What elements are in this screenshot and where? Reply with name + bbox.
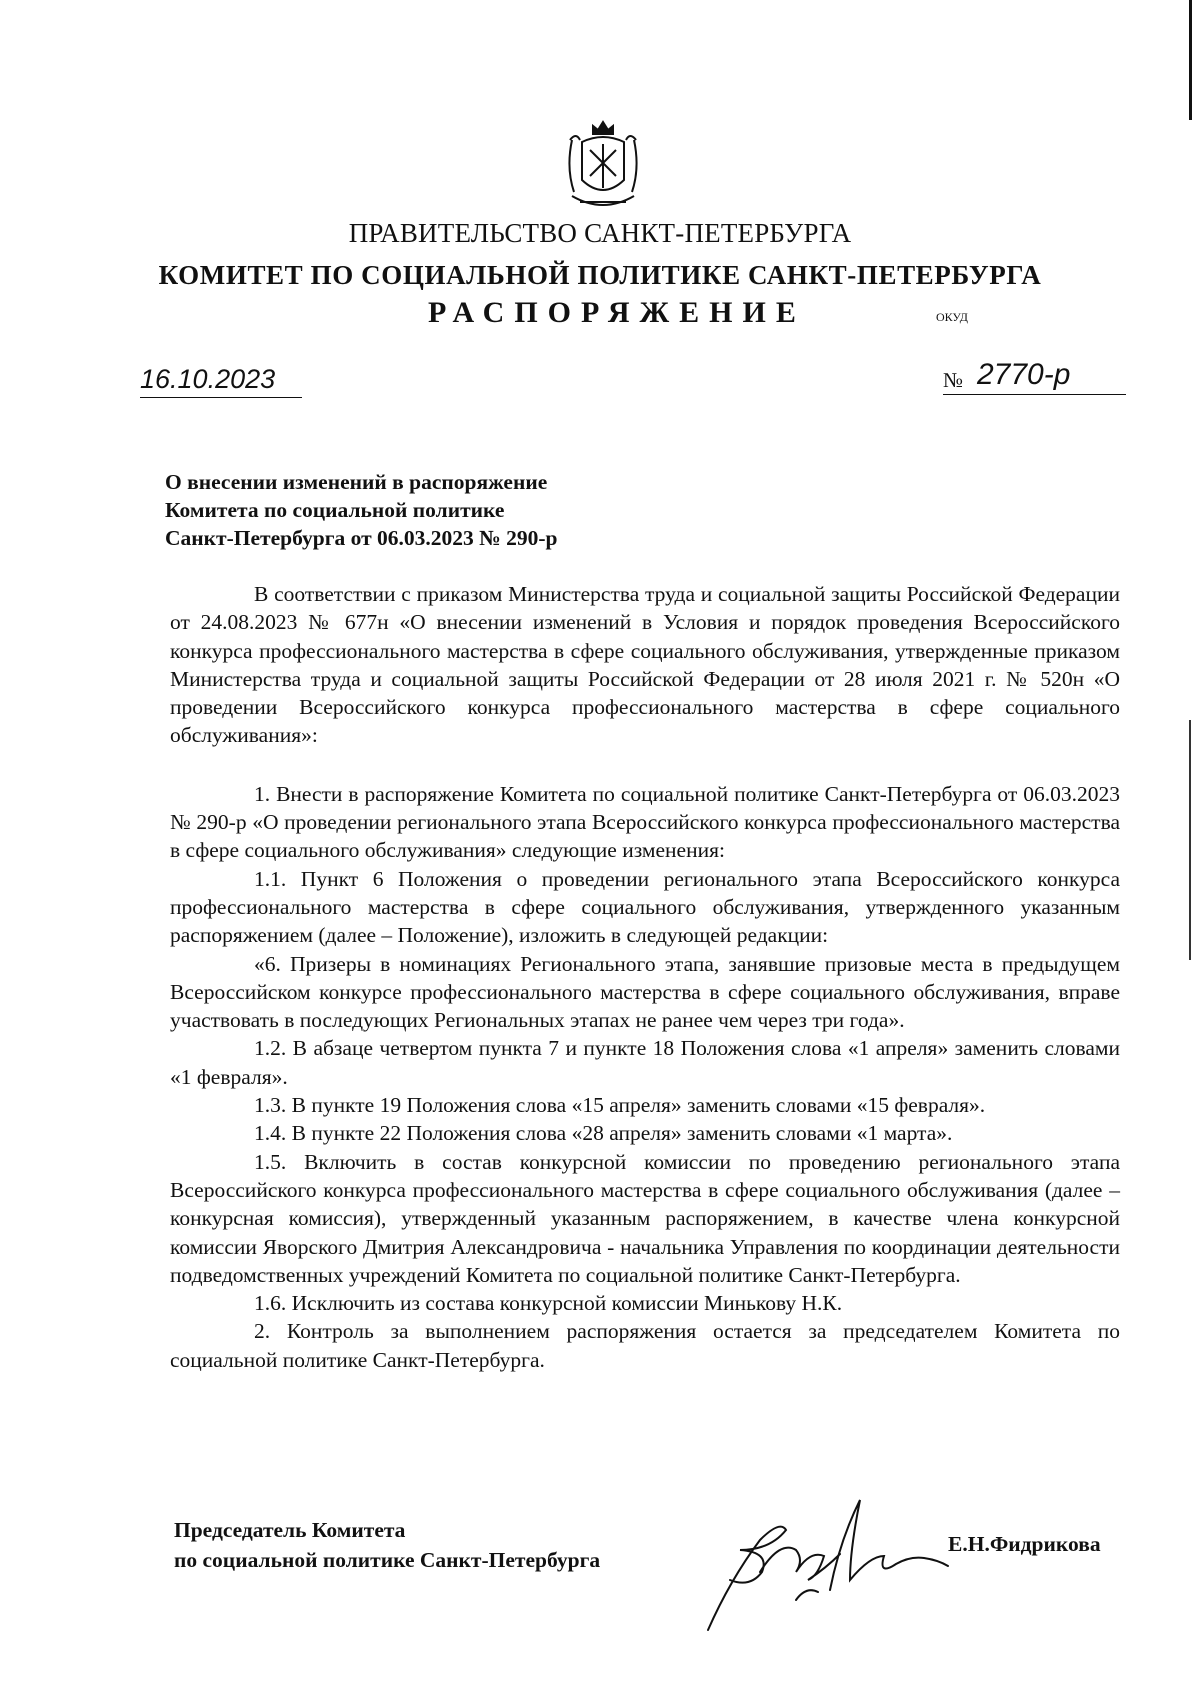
preamble-paragraph: В соответствии с приказом Министерства труда и социальной защиты Российской Федерации от 24.08.2023 № 677н «О внесении изменений в Условия и порядок проведения Всероссийского конкурса профессионального мастерства в сфере социального обслуживания, утвержденные приказом Министерства труда и социальной защиты Российской Федерации от 28 июля 2021 г. № 520н «О проведении Всероссийского конкурса профессионального мастерства в сфере социального обслуживания»: [170,582,1120,748]
okud-label: ОКУД [936,310,968,324]
subject-line: Санкт-Петербурга от 06.03.2023 № 290-р [165,526,558,550]
document-subject [165,468,558,552]
clause-2: 2. Контроль за выполнением распоряжения остается за председателем Комитета по социальной политике Санкт-Петербурга. [170,1319,1120,1372]
scan-edge-mark [1189,0,1192,120]
clause-1-6: 1.6. Исключить из состава конкурсной комиссии Минькову Н.К. [254,1291,843,1316]
clause-1-2: 1.2. В абзаце четвертом пункта 7 и пункте 18 Положения слова «1 апреля» заменить словами «1 февраля». [170,1036,1120,1089]
clause-1-5: 1.5. Включить в состав конкурсной комиссии по проведению регионального этапа Всероссийского конкурса профессионального мастерства в сфере социального обслуживания (далее – конкурсная комиссия), утвержденный указанным распоряжением, в качестве члена конкурсной комиссии Яворского Дмитрия Александровича - начальника Управления по координации деятельности подведомственных учреждений Комитета по социальной политике Санкт-Петербурга. [170,1149,1120,1287]
clause-1-1: 1.1. Пункт 6 Положения о проведении регионального этапа Всероссийского конкурса профессионального мастерства в сфере социального обслуживания, утвержденного указанным распоряжением (далее – Положение), изложить в следующей редакции: [170,866,1120,948]
subject-line: О внесении изменений в распоряжение [165,470,548,494]
clause-1-3: 1.3. В пункте 19 Положения слова «15 апреля» заменить словами «15 февраля». [254,1093,986,1118]
position-line: по социальной политике Санкт-Петербурга [174,1548,601,1572]
number-label: № [943,368,964,392]
subject-line: Комитета по социальной политике [165,498,505,522]
scan-edge-mark [1189,720,1191,960]
government-name: ПРАВИТЕЛЬСТВО САНКТ-ПЕТЕРБУРГА [348,218,852,248]
committee-name: КОМИТЕТ ПО СОЦИАЛЬНОЙ ПОЛИТИКЕ САНКТ-ПЕТЕРБУРГА [158,260,1042,290]
document-date: 16.10.2023 [140,364,302,398]
document-number: 2770-р [977,358,1071,391]
coat-of-arms-icon [560,118,646,218]
document-body [170,580,1120,1374]
signatory-position [174,1515,600,1575]
handwritten-signature [700,1480,960,1640]
clause-1-4: 1.4. В пункте 22 Положения слова «28 апреля» заменить словами «1 марта». [254,1121,953,1146]
position-line: Председатель Комитета [174,1518,406,1542]
document-type-title: РАСПОРЯЖЕНИЕ [428,296,806,329]
clause-1-1-quote: «6. Призеры в номинациях Регионального этапа, занявшие призовые места в предыдущем Всероссийском конкурсе профессионального мастерства в сфере социального обслуживания, вправе участвовать в последующих Региональных этапах не ранее чем через три года». [170,951,1120,1033]
clause-1: 1. Внести в распоряжение Комитета по социальной политике Санкт-Петербурга от 06.03.2023 № 290-р «О проведении регионального этапа Всероссийского конкурса профессионального мастерства в сфере социального обслуживания» следующие изменения: [170,781,1120,863]
signatory-name: Е.Н.Фидрикова [948,1532,1101,1556]
